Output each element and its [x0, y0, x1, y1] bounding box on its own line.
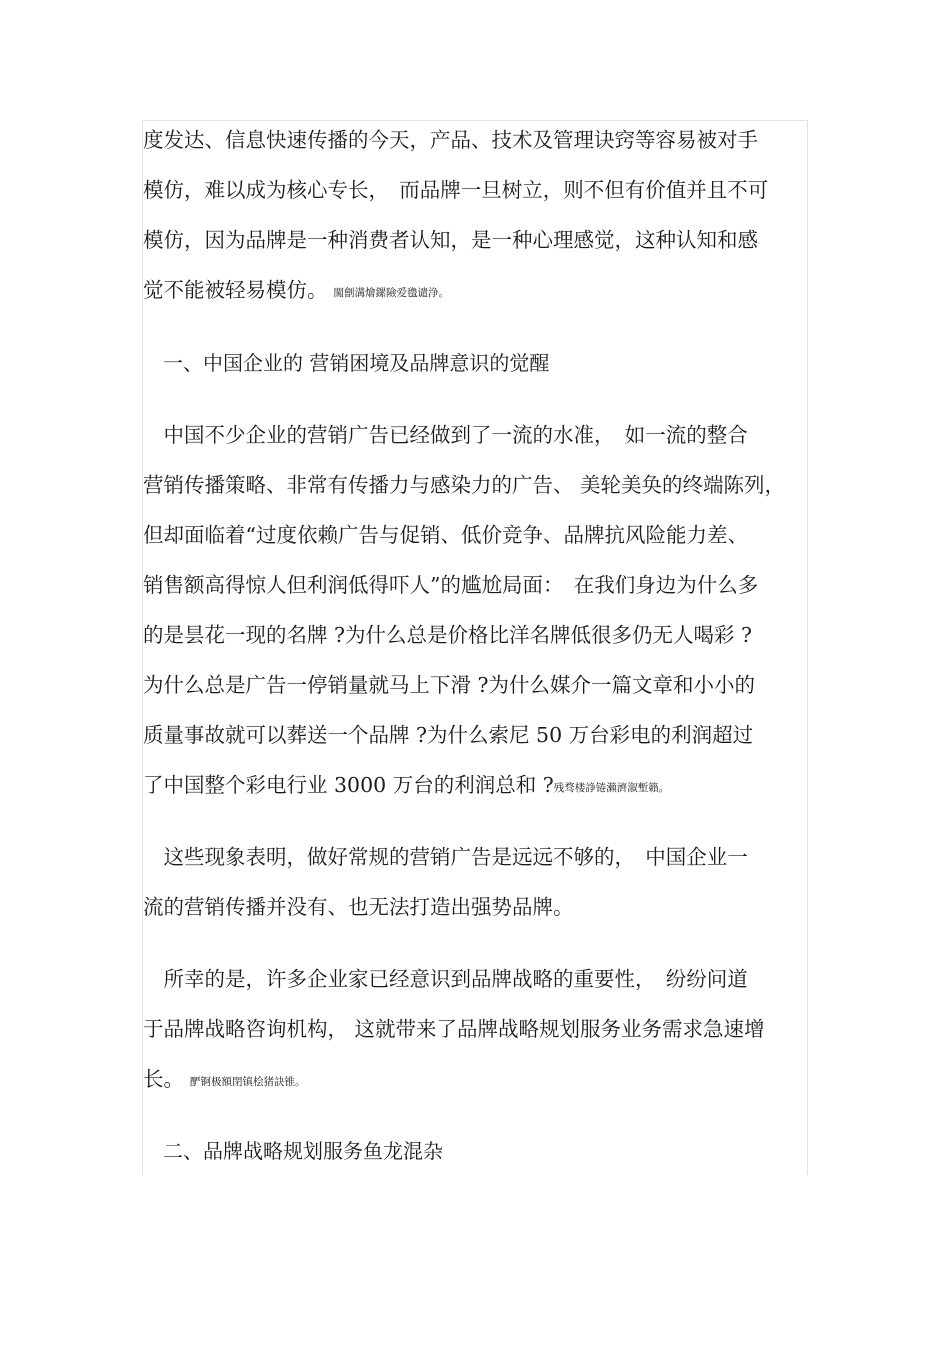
paragraph-line-14: 流的营销传播并没有、也无法打造出强势品牌。: [143, 895, 574, 919]
section-heading-2: 二、品牌战略规划服务鱼龙混杂: [143, 1139, 443, 1163]
paragraph-line-13: 这些现象表明，做好常规的营销广告是远远不够的， 中国企业一: [143, 845, 748, 869]
paragraph-line-11: 质量事故就可以葬送一个品牌 ?为什么索尼 50 万台彩电的利润超过: [143, 723, 754, 747]
garbled-watermark-text: 残骛楼諍锩瀨濟溆塹籟。: [553, 782, 670, 794]
paragraph-line-1: 度发达、信息快速传播的今天，产品、技术及管理诀窍等容易被对手: [143, 128, 758, 152]
line-text: 了中国整个彩电行业 3000 万台的利润总和 ?: [143, 773, 554, 797]
garbled-watermark-text: 闖劊溝燴鏍險爱氇谴浄。: [333, 287, 449, 299]
paragraph-line-4: [143, 275, 449, 305]
section-heading-1: 一、中国企业的 营销困境及品牌意识的觉醒: [143, 351, 550, 375]
garbled-watermark-text: 酽锕极額閉镇桧猪訣锥。: [190, 1076, 306, 1088]
paragraph-line-10: 为什么总是广告一停销量就马上下滑 ?为什么媒介一篇文章和小小的: [143, 673, 756, 697]
line-text: 长。: [143, 1067, 184, 1091]
paragraph-line-2: 模仿，难以成为核心专长， 而品牌一旦树立，则不但有价值并且不可: [143, 178, 769, 202]
paragraph-line-17: [143, 1064, 306, 1094]
paragraph-line-16: 于品牌战略咨询机构， 这就带来了品牌战略规划服务业务需求急速增: [143, 1017, 765, 1041]
paragraph-line-12: [143, 770, 669, 800]
paragraph-line-6: 营销传播策略、非常有传播力与感染力的广告、 美轮美奂的终端陈列，: [143, 473, 786, 497]
paragraph-line-3: 模仿，因为品牌是一种消费者认知，是一种心理感觉，这种认知和感: [143, 228, 758, 252]
paragraph-line-15: 所幸的是，许多企业家已经意识到品牌战略的重要性， 纷纷问道: [143, 967, 748, 991]
paragraph-line-8: 销售额高得惊人但利润低得吓人”的尴尬局面： 在我们身边为什么多: [143, 573, 759, 597]
paragraph-line-5: 中国不少企业的营销广告已经做到了一流的水准， 如一流的整合: [143, 423, 748, 447]
paragraph-line-9: 的是昙花一现的名牌 ?为什么总是价格比洋名牌低很多仍无人喝彩 ?: [143, 623, 753, 647]
line-text: 觉不能被轻易模仿。: [143, 278, 328, 302]
paragraph-line-7: 但却面临着“过度依赖广告与促销、低价竞争、品牌抗风险能力差、: [143, 523, 748, 547]
